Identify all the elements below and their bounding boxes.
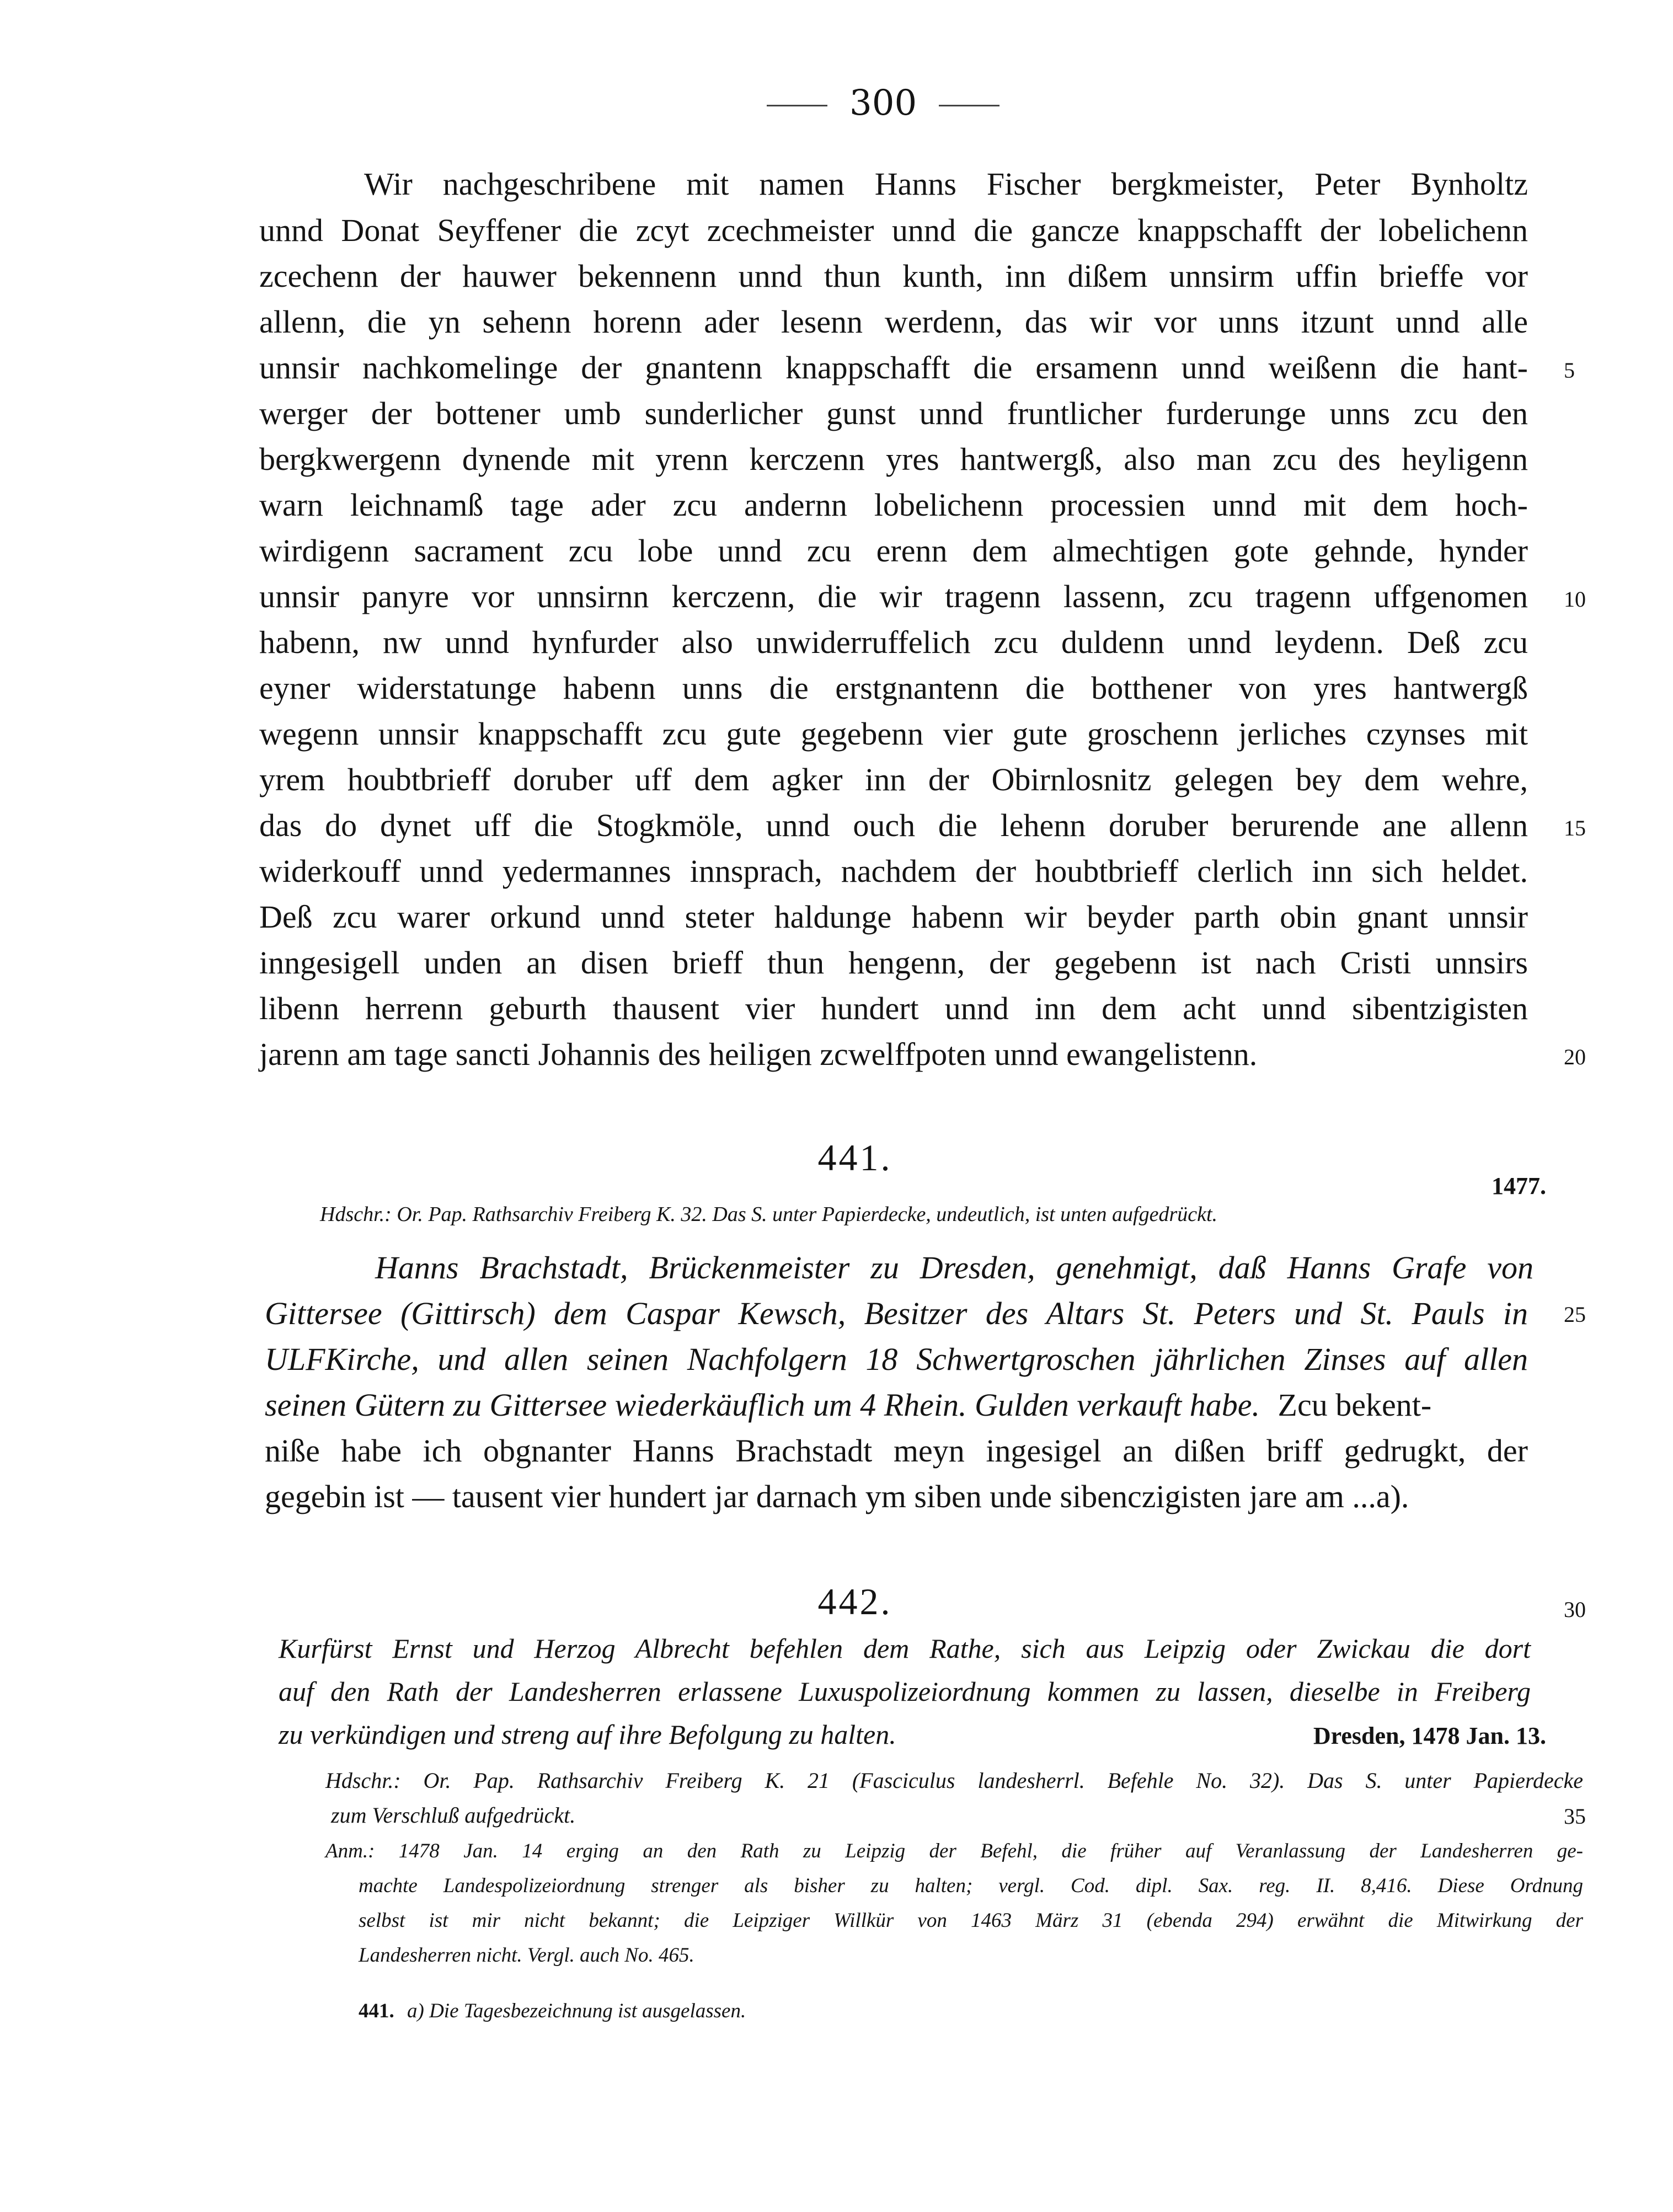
text-line: inngesigell unden an disen brieff thun hengenn, der gegebenn ist nach Cristi unnsirs bbox=[259, 945, 1528, 981]
text-line: wegenn unnsir knappschafft zcu gute gegebenn vier gute groschenn jerliches czynses mit bbox=[259, 716, 1528, 752]
line-number: 15 bbox=[1564, 816, 1586, 840]
text-line: jarenn am tage sancti Johannis des heiligen zcwelffpoten unnd ewangelistenn. bbox=[259, 1036, 1258, 1072]
document-date: Dresden, 1478 Jan. 13. bbox=[1313, 1722, 1546, 1749]
text-line: widerkouff unnd yedermannes innsprach, nachdem der houbtbrieff clerlich inn sich heldet. bbox=[259, 853, 1528, 889]
document-number: 441. bbox=[817, 1137, 892, 1179]
regest-line: Hanns Brachstadt, Brückenmeister zu Dresden, genehmigt, daß Hanns Grafe von bbox=[375, 1250, 1533, 1286]
regest-end: seinen Gütern zu Gittersee wiederkäuflich um 4 Rhein. Gulden verkauft habe. bbox=[265, 1387, 1260, 1423]
header-rule-right bbox=[939, 105, 999, 106]
text-line: warn leichnamß tage ader zcu andernn lobelichenn processien unnd mit dem hoch- bbox=[259, 487, 1528, 523]
annotation-line: Landesherren nicht. Vergl. auch No. 465. bbox=[359, 1944, 694, 1967]
document-date: 1477. bbox=[1492, 1172, 1546, 1199]
text-line: eyner widerstatunge habenn unns die erstgnantenn die botthener von yres hantwergß bbox=[259, 670, 1528, 706]
text-line: unnsir nachkomelinge der gnantenn knappschafft die ersamenn unnd weißenn die hant- bbox=[259, 350, 1528, 385]
page-number bbox=[745, 83, 965, 124]
text-line: niße habe ich obgnanter Hanns Brachstadt meyn ingesigel an dißen briff gedrugkt, der bbox=[265, 1433, 1528, 1469]
footnote bbox=[359, 1999, 746, 2023]
text-line: bergkwergenn dynende mit yrenn kerczenn yres hantwergß, also man zcu des heyligenn bbox=[259, 441, 1528, 477]
text-line: habenn, nw unnd hynfurder also unwiderruffelich zcu duldenn unnd leydenn. Deß zcu bbox=[259, 624, 1528, 660]
text-line: yrem houbtbrieff doruber uff dem agker inn der Obirnlosnitz gelegen bey dem wehre, bbox=[259, 762, 1528, 797]
line-number: 35 bbox=[1564, 1804, 1586, 1829]
line-number: 30 bbox=[1564, 1597, 1586, 1622]
page-number-text: 300 bbox=[849, 83, 917, 124]
annotation-line: machte Landespolizeiordnung strenger als bisher zu halten; vergl. Cod. dipl. Sax. reg. II. 8,416. Diese Ordnung bbox=[359, 1874, 1583, 1897]
manuscript-source: Hdschr.: Or. Pap. Rathsarchiv Freiberg K. 21 (Fasciculus landesherrl. Befehle No. 32). Das S. unter Papierdecke bbox=[325, 1768, 1583, 1793]
text-line: werger der bottener umb sunderlicher gunst unnd fruntlicher furderunge unns zcu den bbox=[259, 395, 1528, 431]
regest-and-text-line bbox=[265, 1386, 1431, 1423]
text-line: libenn herrenn geburth thausent vier hundert unnd inn dem acht unnd sibentzigisten bbox=[259, 990, 1528, 1026]
annotation-line: selbst ist mir nicht bekannt; die Leipziger Willkür von 1463 März 31 (ebenda 294) erwähnt die Mitwirkung der bbox=[359, 1909, 1583, 1932]
line-number: 20 bbox=[1564, 1045, 1586, 1069]
annotation-line: Anm.: 1478 Jan. 14 erging an den Rath zu Leipzig der Befehl, die früher auf Veranlassung der Landesherren ge- bbox=[325, 1840, 1583, 1862]
text-line: allenn, die yn sehenn horenn ader lesenn werdenn, das wir vor unns itzunt unnd alle bbox=[259, 304, 1528, 340]
header-rule-left bbox=[767, 105, 827, 106]
regest-line: Kurfürst Ernst und Herzog Albrecht befehlen dem Rathe, sich aus Leipzig oder Zwickau die dort bbox=[279, 1633, 1531, 1664]
text-line: Wir nachgeschribene mit namen Hanns Fischer bergkmeister, Peter Bynholtz bbox=[364, 166, 1528, 202]
regest-line: Gittersee (Gittirsch) dem Caspar Kewsch, Besitzer des Altars St. Peters und St. Pauls in bbox=[265, 1295, 1528, 1331]
text-line: wirdigenn sacrament zcu lobe unnd zcu erenn dem almechtigen gote gehnde, hynder bbox=[259, 533, 1528, 569]
regest-line: ULFKirche, und allen seinen Nachfolgern 18 Schwertgroschen jährlichen Zinses auf allen bbox=[265, 1341, 1528, 1377]
footnote-text: a) Die Tagesbezeichnung ist ausgelassen. bbox=[407, 2000, 746, 2022]
text-start: Zcu bekent- bbox=[1278, 1387, 1432, 1423]
regest-line: auf den Rath der Landesherren erlassene Luxuspolizeiordnung kommen zu lassen, dieselbe in Freiberg bbox=[279, 1676, 1531, 1707]
regest-end: zu verkündigen und streng auf ihre Befolgung zu halten. bbox=[279, 1719, 896, 1750]
line-number: 10 bbox=[1564, 587, 1586, 612]
manuscript-source: Hdschr.: Or. Pap. Rathsarchiv Freiberg K. 32. Das S. unter Papierdecke, undeutlich, ist unten aufgedrückt. bbox=[320, 1203, 1218, 1226]
manuscript-source: zum Verschluß aufgedrückt. bbox=[331, 1803, 576, 1828]
text-line: unnd Donat Seyffener die zcyt zcechmeister unnd die gancze knappschafft der lobelichenn bbox=[259, 212, 1528, 248]
document-number: 442. bbox=[817, 1581, 892, 1622]
text-line: Deß zcu warer orkund unnd steter haldunge habenn wir beyder parth obin gnant unnsir bbox=[259, 899, 1528, 935]
footnote-ref: 441. bbox=[359, 2000, 394, 2022]
line-number: 5 bbox=[1564, 358, 1575, 383]
line-number: 25 bbox=[1564, 1302, 1586, 1327]
text-line: gegebin ist — tausent vier hundert jar darnach ym siben unde sibenczigisten jare am ...a). bbox=[265, 1479, 1409, 1514]
text-line: unnsir panyre vor unnsirnn kerczenn, die wir tragenn lassenn, zcu tragenn uffgenomen bbox=[259, 579, 1528, 614]
text-line: zcechenn der hauwer bekennenn unnd thun kunth, inn dißem unnsirm uffin brieffe vor bbox=[259, 258, 1528, 294]
text-line: das do dynet uff die Stogkmöle, unnd ouch die lehenn doruber berurende ane allenn bbox=[259, 807, 1528, 843]
